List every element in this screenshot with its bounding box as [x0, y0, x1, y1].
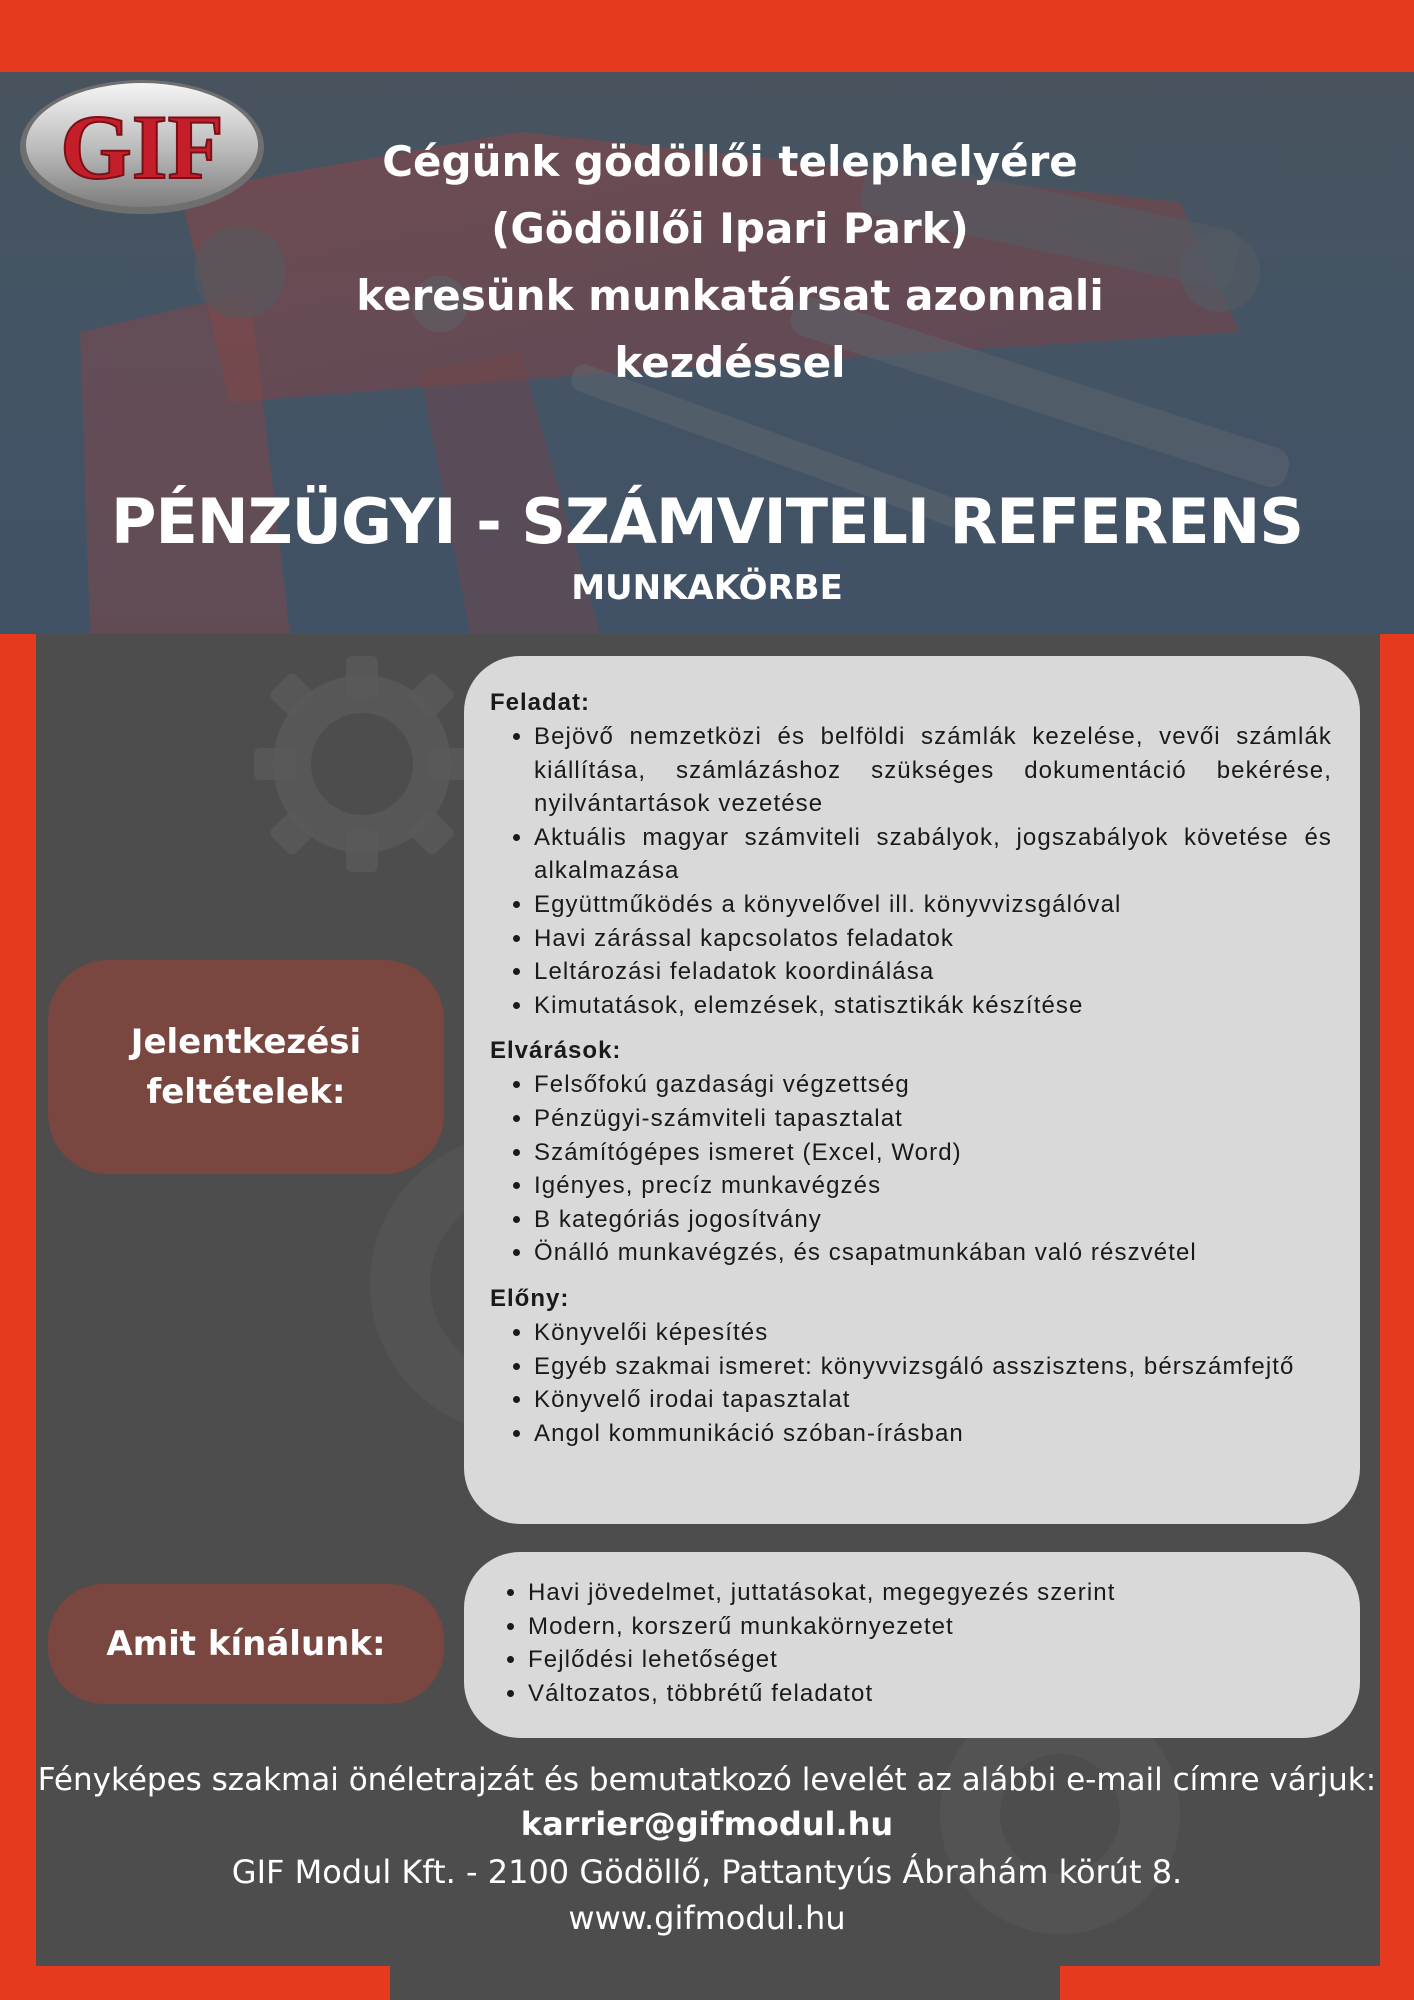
list-item: • Aktuális magyar számviteli szabályok, jogszabályok követése és alkalmazása — [534, 821, 1332, 888]
list-item: • Fejlődési lehetőséget — [528, 1643, 1332, 1677]
list-item: • Változatos, többrétű feladatot — [528, 1677, 1332, 1711]
requirements-label-line: feltételek: — [146, 1072, 346, 1112]
list-item: • Havi zárással kapcsolatos feladatok — [534, 922, 1332, 956]
list-item: • Kimutatások, elemzések, statisztikák készítése — [534, 989, 1332, 1023]
tasks-title: Feladat: — [490, 689, 591, 716]
headline-line: keresünk munkatársat azonnali — [356, 271, 1104, 320]
contact-email[interactable]: karrier@gifmodul.hu — [520, 1805, 894, 1843]
header-photo-area — [0, 72, 1414, 634]
list-item: • Leltározási feladatok koordinálása — [534, 955, 1332, 989]
headline-line: (Gödöllői Ipari Park) — [491, 204, 969, 253]
advantage-list — [490, 1316, 1332, 1450]
requirements-label — [48, 960, 444, 1174]
list-item: • Modern, korszerű munkakörnyezetet — [528, 1610, 1332, 1644]
svg-text:GIF: GIF — [60, 96, 224, 198]
expectations-list — [490, 1068, 1332, 1270]
headline-line: kezdéssel — [614, 338, 846, 387]
list-item: • Bejövő nemzetközi és belföldi számlák kezelése, vevői számlák kiállítása, számlázáshoz szükséges dokumentáció bekérése, nyilvántartások vezetése — [534, 720, 1332, 821]
expectations-title: Elvárások: — [490, 1037, 622, 1065]
list-item: • Számítógépes ismeret (Excel, Word) — [534, 1136, 1332, 1170]
application-instruction: Fényképes szakmai önéletrajzát és bemutatkozó levelét az alábbi e-mail címre várjuk: — [37, 1762, 1377, 1798]
list-item: • Könyvelő irodai tapasztalat — [534, 1383, 1332, 1417]
list-item: • Pénzügyi-számviteli tapasztalat — [534, 1102, 1332, 1136]
top-red-bar — [0, 0, 1414, 72]
list-item: • Angol kommunikáció szóban-írásban — [534, 1417, 1332, 1451]
offer-card — [464, 1552, 1360, 1738]
bottom-right-red-bar — [1060, 1966, 1414, 2000]
gif-logo — [18, 78, 266, 216]
offer-list — [484, 1576, 1332, 1710]
list-item: • B kategóriás jogosítvány — [534, 1203, 1332, 1237]
advantage-title: Előny: — [490, 1284, 570, 1312]
requirements-label-line: Jelentkezési — [130, 1022, 362, 1062]
job-title: PÉNZÜGYI - SZÁMVITELI REFERENS — [111, 485, 1303, 558]
requirements-card — [464, 656, 1360, 1524]
list-item: • Együttműködés a könyvelővel ill. könyvvizsgálóval — [534, 888, 1332, 922]
list-item: • Önálló munkavégzés, és csapatmunkában való részvétel — [534, 1236, 1332, 1270]
job-subtitle: MUNKAKÖRBE — [571, 568, 843, 608]
tasks-list — [490, 720, 1332, 1022]
list-item: • Könyvelői képesítés — [534, 1316, 1332, 1350]
list-item: • Havi jövedelmet, juttatásokat, megegyezés szerint — [528, 1576, 1332, 1610]
offer-label: Amit kínálunk: — [48, 1584, 444, 1704]
headline-line: Cégünk gödöllői telephelyére — [382, 137, 1078, 186]
company-website[interactable]: www.gifmodul.hu — [568, 1899, 846, 1937]
bottom-left-red-bar — [0, 1966, 390, 2000]
headline — [250, 128, 1210, 396]
list-item: • Igényes, precíz munkavégzés — [534, 1169, 1332, 1203]
list-item: • Egyéb szakmai ismeret: könyvvizsgáló asszisztens, bérszámfejtő — [534, 1350, 1332, 1384]
list-item: • Felsőfokú gazdasági végzettség — [534, 1068, 1332, 1102]
company-address: GIF Modul Kft. - 2100 Gödöllő, Pattantyús Ábrahám körút 8. — [231, 1853, 1183, 1891]
